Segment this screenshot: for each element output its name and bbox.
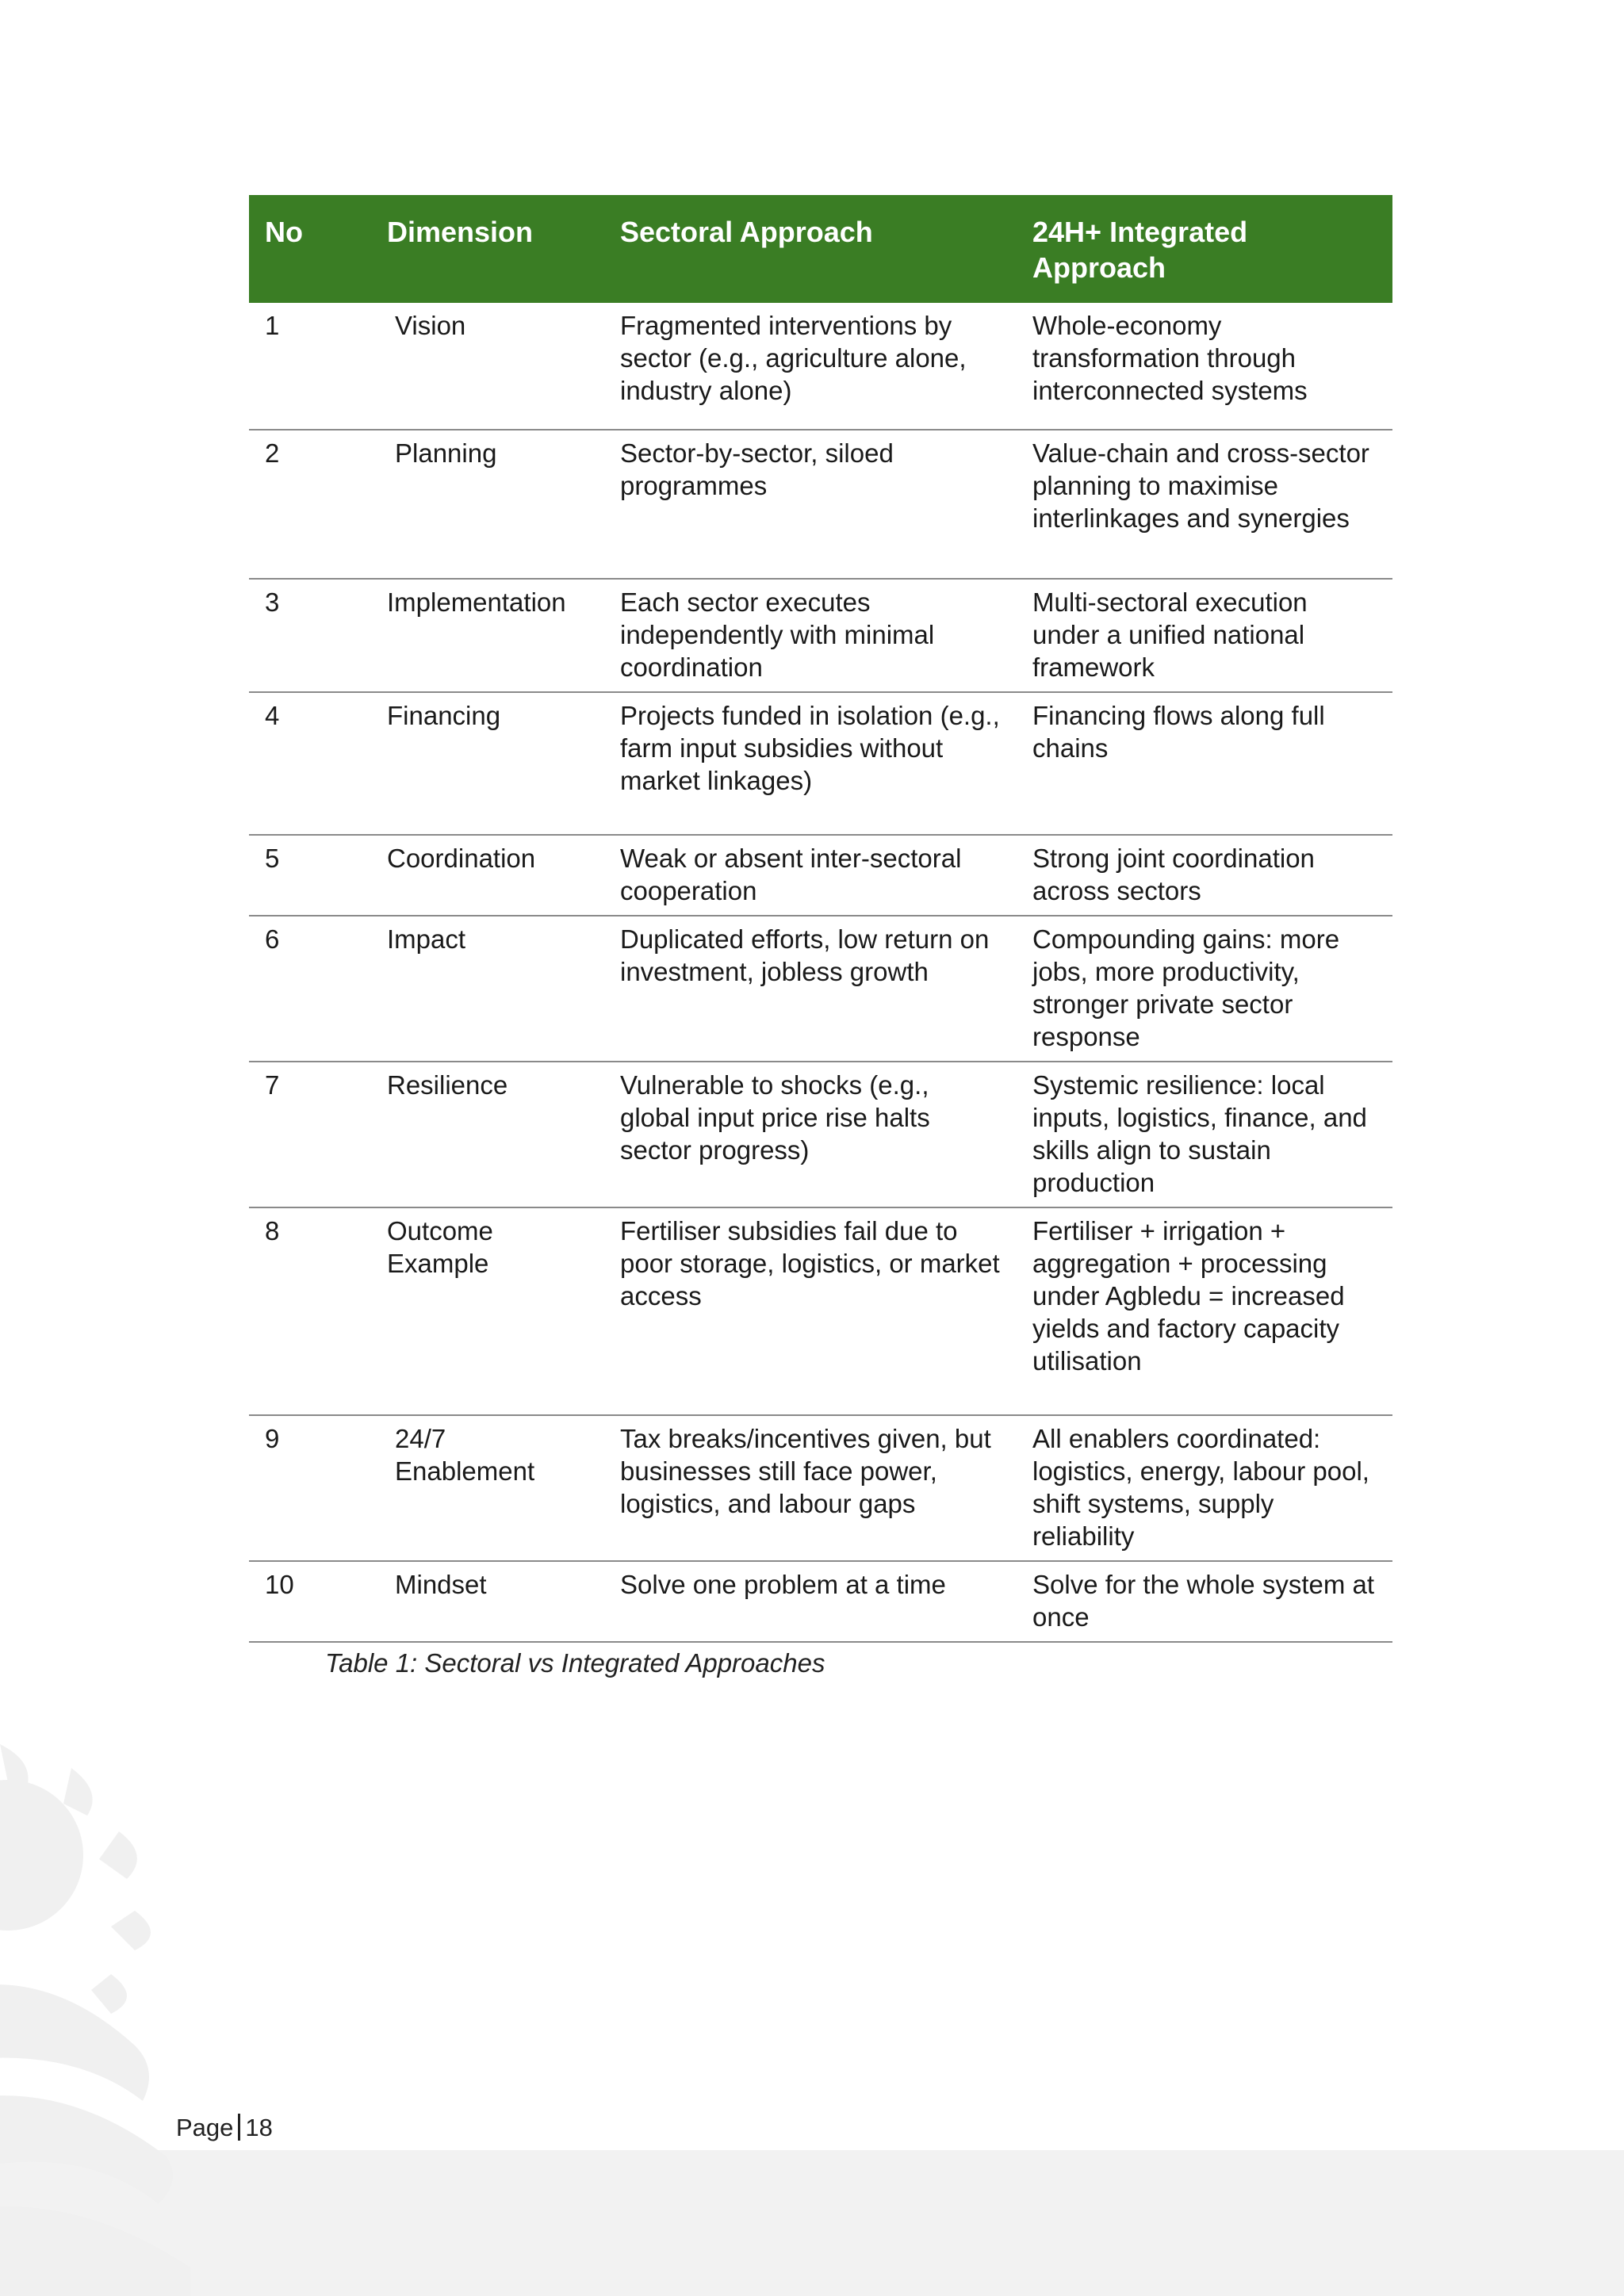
row-integrated: Value-chain and cross-sector planning to maximise interlinkages and synergies bbox=[1017, 430, 1392, 579]
row-sectoral: Sector-by-sector, siloed programmes bbox=[604, 430, 1017, 579]
row-integrated: Compounding gains: more jobs, more productivity, stronger private sector response bbox=[1017, 916, 1392, 1062]
row-no: 5 bbox=[249, 835, 371, 916]
row-sectoral: Each sector executes independently with minimal coordination bbox=[604, 579, 1017, 692]
table-row bbox=[249, 579, 1392, 692]
table-body bbox=[249, 303, 1392, 1642]
row-no: 1 bbox=[249, 303, 371, 430]
row-dimension: Coordination bbox=[371, 835, 604, 916]
row-dimension: Vision bbox=[371, 303, 604, 430]
row-integrated: Multi-sectoral execution under a unified national framework bbox=[1017, 579, 1392, 692]
page-footer bbox=[176, 2114, 273, 2142]
row-integrated: Fertiliser + irrigation + aggregation + processing under Agbledu = increased yields and factory capacity utilisation bbox=[1017, 1207, 1392, 1415]
row-dimension: Outcome Example bbox=[371, 1207, 604, 1415]
table-header-row bbox=[249, 195, 1392, 303]
row-sectoral: Fragmented interventions by sector (e.g., agriculture alone, industry alone) bbox=[604, 303, 1017, 430]
table-row bbox=[249, 1561, 1392, 1642]
table-row bbox=[249, 916, 1392, 1062]
row-no: 3 bbox=[249, 579, 371, 692]
row-no: 7 bbox=[249, 1062, 371, 1207]
row-no: 2 bbox=[249, 430, 371, 579]
row-integrated: Systemic resilience: local inputs, logistics, finance, and skills align to sustain production bbox=[1017, 1062, 1392, 1207]
table-header bbox=[249, 195, 1392, 303]
table-row bbox=[249, 1415, 1392, 1561]
sun-emblem-watermark bbox=[0, 1728, 285, 2296]
row-no: 4 bbox=[249, 692, 371, 835]
row-no: 6 bbox=[249, 916, 371, 1062]
row-dimension: 24/7 Enablement bbox=[371, 1415, 604, 1561]
row-sectoral: Duplicated efforts, low return on investment, jobless growth bbox=[604, 916, 1017, 1062]
row-integrated: Strong joint coordination across sectors bbox=[1017, 835, 1392, 916]
row-sectoral: Fertiliser subsidies fail due to poor storage, logistics, or market access bbox=[604, 1207, 1017, 1415]
comparison-table-container bbox=[249, 195, 1392, 1643]
row-sectoral: Weak or absent inter-sectoral cooperation bbox=[604, 835, 1017, 916]
page-label: Page bbox=[176, 2114, 234, 2141]
table-row bbox=[249, 692, 1392, 835]
row-dimension: Resilience bbox=[371, 1062, 604, 1207]
table-row bbox=[249, 835, 1392, 916]
row-dimension: Implementation bbox=[371, 579, 604, 692]
table-row bbox=[249, 303, 1392, 430]
row-dimension: Impact bbox=[371, 916, 604, 1062]
row-integrated: Whole-economy transformation through interconnected systems bbox=[1017, 303, 1392, 430]
row-no: 8 bbox=[249, 1207, 371, 1415]
row-dimension: Financing bbox=[371, 692, 604, 835]
table-row bbox=[249, 1062, 1392, 1207]
page-number: 18 bbox=[245, 2114, 273, 2141]
row-no: 9 bbox=[249, 1415, 371, 1561]
row-no: 10 bbox=[249, 1561, 371, 1642]
header-integrated-approach: 24H+ Integrated Approach bbox=[1017, 195, 1392, 303]
row-integrated: Financing flows along full chains bbox=[1017, 692, 1392, 835]
header-no: No bbox=[249, 195, 371, 303]
row-dimension: Planning bbox=[371, 430, 604, 579]
header-sectoral-approach: Sectoral Approach bbox=[604, 195, 1017, 303]
header-dimension: Dimension bbox=[371, 195, 604, 303]
page-separator bbox=[238, 2114, 240, 2141]
row-integrated: All enablers coordinated: logistics, energy, labour pool, shift systems, supply reliability bbox=[1017, 1415, 1392, 1561]
row-dimension: Mindset bbox=[371, 1561, 604, 1642]
row-sectoral: Projects funded in isolation (e.g., farm input subsidies without market linkages) bbox=[604, 692, 1017, 835]
row-sectoral: Solve one problem at a time bbox=[604, 1561, 1017, 1642]
comparison-table bbox=[249, 195, 1392, 1643]
row-integrated: Solve for the whole system at once bbox=[1017, 1561, 1392, 1642]
table-row bbox=[249, 430, 1392, 579]
table-caption: Table 1: Sectoral vs Integrated Approaches bbox=[325, 1648, 825, 1678]
row-sectoral: Vulnerable to shocks (e.g., global input price rise halts sector progress) bbox=[604, 1062, 1017, 1207]
row-sectoral: Tax breaks/incentives given, but businesses still face power, logistics, and labour gaps bbox=[604, 1415, 1017, 1561]
table-row bbox=[249, 1207, 1392, 1415]
